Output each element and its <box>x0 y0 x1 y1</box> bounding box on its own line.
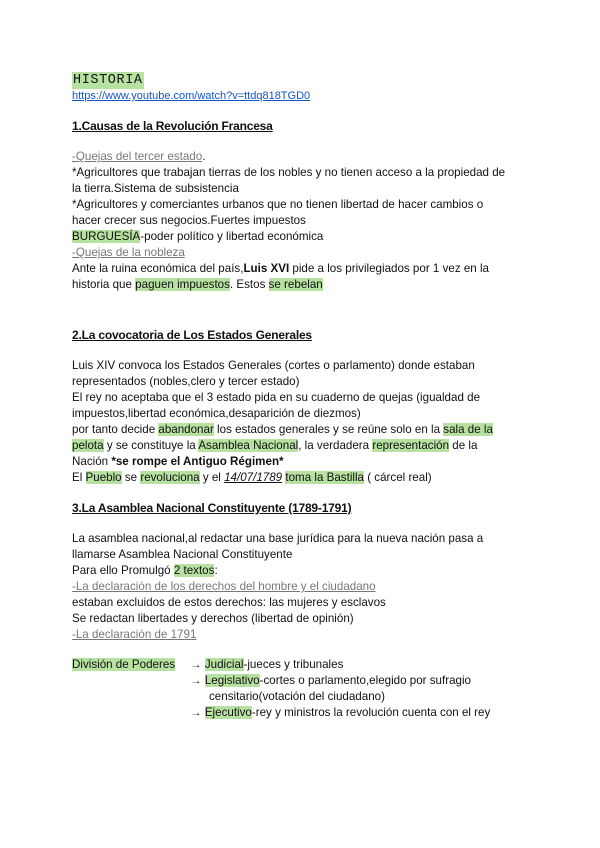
poderes-list <box>190 657 490 721</box>
s2-l6b: y se constituye la <box>103 439 199 452</box>
s1-l6a: historia que <box>72 278 136 291</box>
poder-legislativo <box>190 673 490 689</box>
sala-highlight: sala de la <box>443 423 493 436</box>
division-poderes-label <box>72 657 175 673</box>
s3-l3c: : <box>214 564 218 577</box>
asamblea-nacional-highlight: Asamblea Nacional <box>198 439 299 452</box>
s3-sub1-line <box>72 579 532 595</box>
s3-sub2-line <box>72 627 532 643</box>
s3-line-1: La asamblea nacional,al redactar una base jurídica para la nueva nación pasa a <box>72 532 484 545</box>
paguen-impuestos-highlight: paguen impuestos <box>135 278 230 291</box>
s1-sub1-dot: . <box>202 150 206 163</box>
division-poderes-block <box>72 657 532 721</box>
s1-line-3: *Agricultores y comerciantes urbanos que no tienen libertad de hacer cambios o <box>72 198 484 211</box>
ejecutivo-highlight: Ejecutivo <box>204 706 252 719</box>
arrow-icon: → <box>190 706 202 719</box>
s1-line-5 <box>72 261 532 277</box>
s2-line-5 <box>72 422 532 438</box>
s2-line-7 <box>72 454 532 470</box>
poder-ejecutivo <box>190 705 490 721</box>
toma-bastilla-highlight: toma la Bastilla <box>285 471 364 484</box>
judicial-rest: -jueces y tribunales <box>243 658 344 671</box>
legislativo-rest: -cortes o parlamento,elegido por sufragio <box>259 674 472 687</box>
s2-line-2: representados (nobles,clero y tercer estado) <box>72 375 300 388</box>
revoluciona-highlight: revoluciona <box>140 471 200 484</box>
s3-line-5: Se redactan libertades y derechos (libertad de opinión) <box>72 612 354 625</box>
poder-judicial <box>190 657 490 673</box>
ejecutivo-rest: -rey y ministros la revolución cuenta con el rey <box>251 706 491 719</box>
burguesia-rest: -poder político y libertad económica <box>140 230 324 243</box>
pelota-highlight: pelota <box>72 439 104 452</box>
s2-line-8 <box>72 470 532 486</box>
abandonar-highlight: abandonar <box>158 423 214 436</box>
legislativo-highlight: Legislativo <box>204 674 260 687</box>
s1-l5a: Ante la ruina económica del país, <box>72 262 244 275</box>
s2-l5c: los estados generales y se reúne solo en la <box>213 423 444 436</box>
s2-l7a: Nación <box>72 455 112 468</box>
s2-line-3: El rey no aceptaba que el 3 estado pida en su cuaderno de quejas (igualdad de <box>72 391 481 404</box>
s1-l6c: . Estos <box>229 278 269 291</box>
s3-subheading-declaracion-1791: -La declaración de 1791 <box>72 628 197 641</box>
s1-l5c: pide a los privilegiados por 1 vez en la <box>289 262 489 275</box>
burguesia-highlight: BURGUESÍA <box>72 230 141 243</box>
s2-l8a: El <box>72 471 86 484</box>
arrow-icon: → <box>190 658 202 671</box>
s2-line-6 <box>72 438 532 454</box>
s2-l5a: por tanto decide <box>72 423 159 436</box>
s1-line-2: la tierra.Sistema de subsistencia <box>72 182 239 195</box>
division-poderes-highlight: División de Poderes <box>72 658 176 671</box>
section-3-heading: 3.La Asamblea Nacional Constituyente (1789-1791) <box>72 501 352 515</box>
s1-sub1-line <box>72 149 532 165</box>
s1-subheading-nobleza: -Quejas de la nobleza <box>72 246 185 259</box>
s2-l8i: ( cárcel real) <box>364 471 432 484</box>
s3-subheading-declaracion-derechos: -La declaración de los derechos del hombre y el ciudadano <box>72 580 376 593</box>
arrow-icon: → <box>190 674 202 687</box>
doc-title-text: HISTORIA <box>73 73 143 88</box>
s1-line-6 <box>72 277 532 293</box>
s2-l8c: se <box>121 471 141 484</box>
section-2-heading: 2.La covocatoria de Los Estados Generales <box>72 328 312 342</box>
s2-l8e: y el <box>199 471 225 484</box>
s3-line-4: estaban excluidos de estos derechos: las mujeres y esclavos <box>72 596 386 609</box>
legislativo-continuation: censitario(votación del ciudadano) <box>209 690 385 703</box>
s1-line-1: *Agricultores que trabajan tierras de los nobles y no tienen acceso a la propiedad de <box>72 166 506 179</box>
s2-l6d: , la verdadera <box>298 439 373 452</box>
s2-line-4: impuestos,libertad económica,desaparición de diezmos) <box>72 407 361 420</box>
s3-line-3 <box>72 563 532 579</box>
s2-l6f: de la <box>449 439 478 452</box>
s2-line-1: Luis XIV convoca los Estados Generales (cortes o parlamento) donde estaban <box>72 359 475 372</box>
s3-l3a: Para ello Promulgó <box>72 564 174 577</box>
representacion-highlight: representación <box>372 439 450 452</box>
youtube-link[interactable]: https://www.youtube.com/watch?v=ttdq818TGD0 <box>72 90 311 102</box>
section-1-heading: 1.Causas de la Revolución Francesa <box>72 119 273 133</box>
s1-subheading-tercer-estado: -Quejas del tercer estado <box>72 150 203 163</box>
date-1789: 14/07/1789 <box>224 471 283 484</box>
antiguo-regimen-bold: *se rompe el Antiguo Régimen* <box>111 455 284 468</box>
s1-line-4: hacer crecer sus negocios.Fuertes impuestos <box>72 214 306 227</box>
s1-sub2-line <box>72 245 532 261</box>
judicial-highlight: Judicial <box>204 658 244 671</box>
s3-line-2: llamarse Asamblea Nacional Constituyente <box>72 548 293 561</box>
document-page <box>72 70 532 721</box>
pueblo-highlight: Pueblo <box>85 471 122 484</box>
luis-xvi-bold: Luis XVI <box>243 262 290 275</box>
dos-textos-highlight: 2 textos <box>173 564 215 577</box>
se-rebelan-highlight: se rebelan <box>268 278 323 291</box>
doc-title <box>72 70 532 89</box>
s1-burguesia-line <box>72 229 532 245</box>
